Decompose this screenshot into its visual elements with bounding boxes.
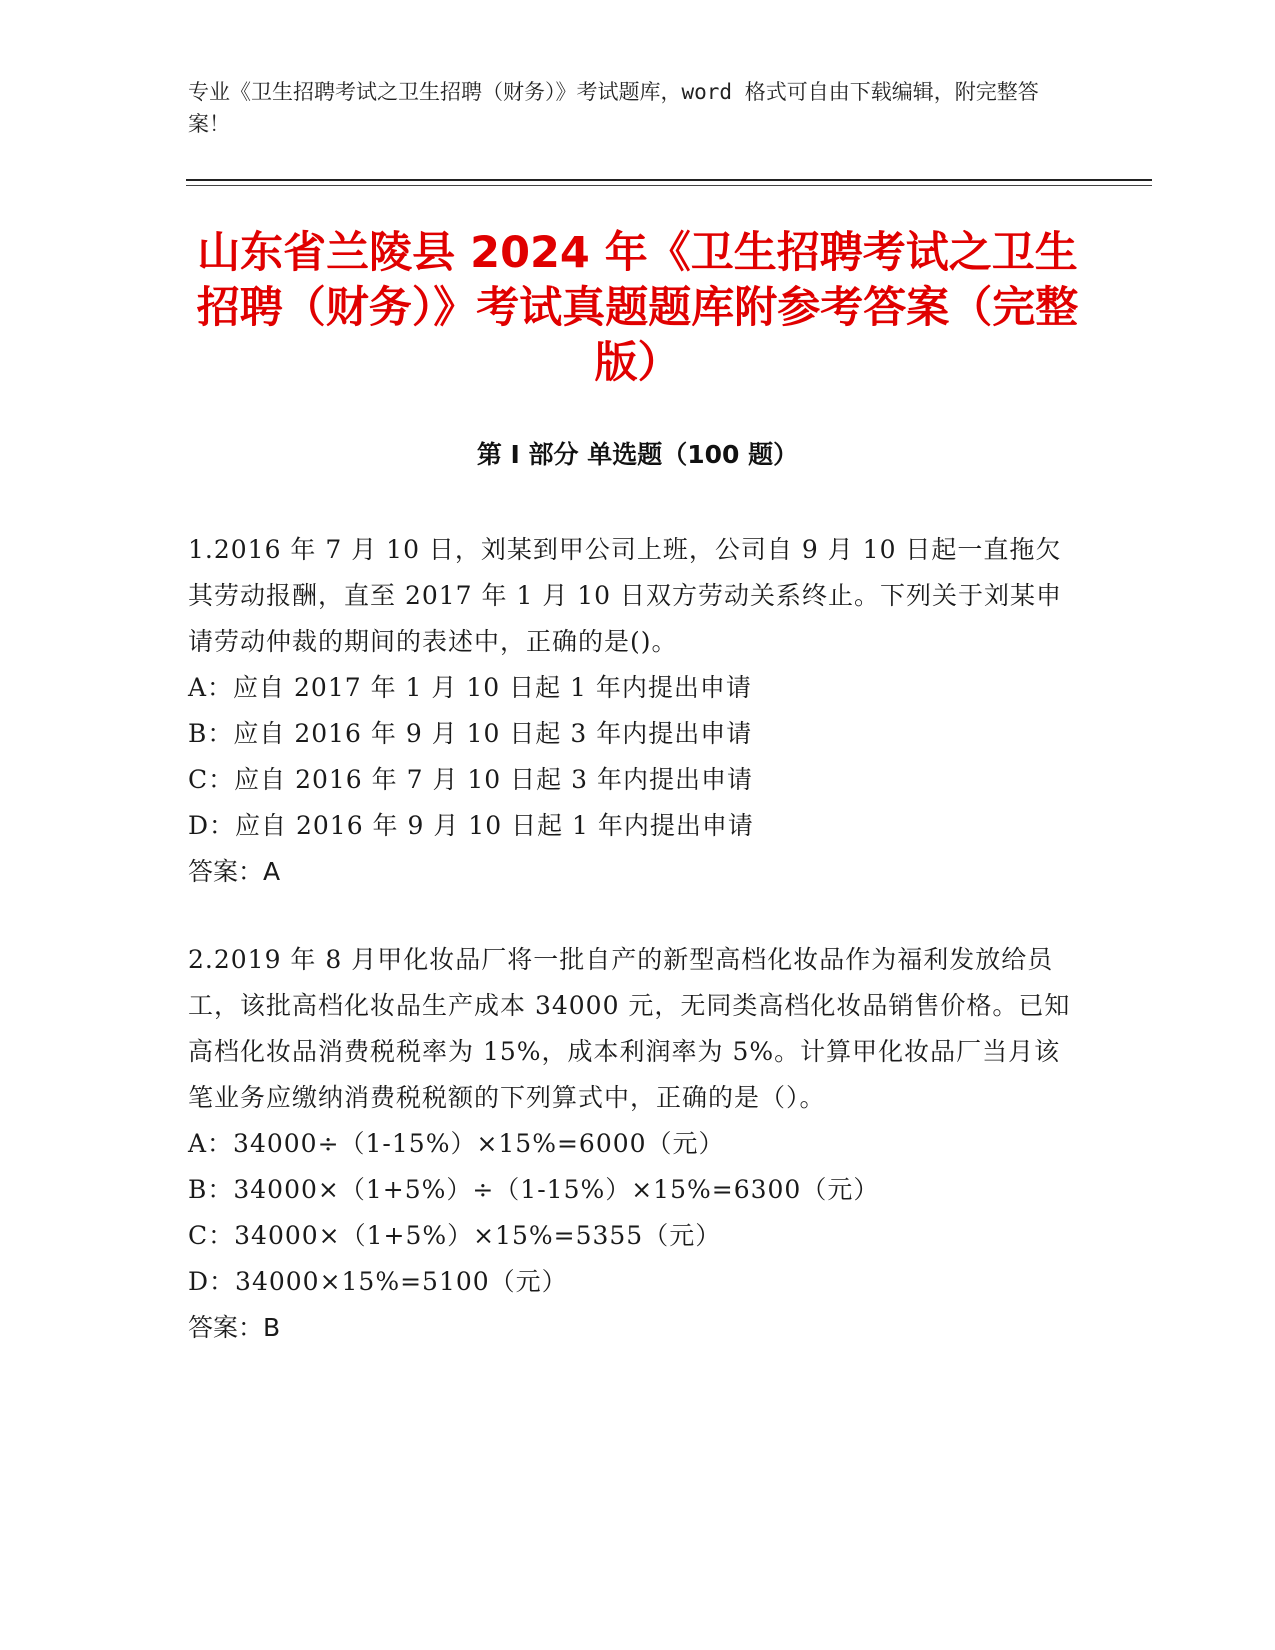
header-divider-thin: [186, 185, 1152, 186]
question-stem: 1.2016 年 7 月 10 日，刘某到甲公司上班，公司自 9 月 10 日起一直拖欠其劳动报酬，直至 2017 年 1 月 10 日双方劳动关系终止。下列关于刘某申请劳动仲裁的期间的表述中，正确的是()。: [188, 535, 1063, 656]
document-title: 山东省兰陵县 2024 年《卫生招聘考试之卫生招聘（财务）》考试真题题库附参考答案（完整版）: [196, 228, 1079, 388]
header-divider-thick: [186, 179, 1152, 181]
option-a: A：34000÷（1-15%）×15%=6000（元）: [188, 1129, 725, 1158]
header-note: 专业《卫生招聘考试之卫生招聘（财务）》考试题库，word 格式可自由下载编辑，附完整答案！: [188, 80, 1039, 136]
question-stem: 2.2019 年 8 月甲化妆品厂将一批自产的新型高档化妆品作为福利发放给员工，该批高档化妆品生产成本 34000 元，无同类高档化妆品销售价格。已知高档化妆品消费税税率为 15%，成本利润率为 5%。计算甲化妆品厂当月该笔业务应缴纳消费税税额的下列算式中，正确的是（）。: [188, 945, 1071, 1112]
option-b: B：34000×（1+5%）÷（1-15%）×15%=6300（元）: [188, 1175, 880, 1204]
question-1: [188, 527, 1078, 895]
option-b: B：应自 2016 年 9 月 10 日起 3 年内提出申请: [188, 719, 753, 748]
option-c: C：34000×（1+5%）×15%=5355（元）: [188, 1221, 722, 1250]
answer-line: 答案：A: [188, 857, 281, 886]
option-d: D：34000×15%=5100（元）: [188, 1267, 568, 1296]
question-2: [188, 937, 1078, 1351]
section-heading: 第 I 部分 单选题（100 题）: [476, 440, 799, 469]
option-d: D：应自 2016 年 9 月 10 日起 1 年内提出申请: [188, 811, 754, 840]
option-a: A：应自 2017 年 1 月 10 日起 1 年内提出申请: [188, 673, 752, 702]
option-c: C：应自 2016 年 7 月 10 日起 3 年内提出申请: [188, 765, 753, 794]
answer-line: 答案：B: [188, 1313, 281, 1342]
